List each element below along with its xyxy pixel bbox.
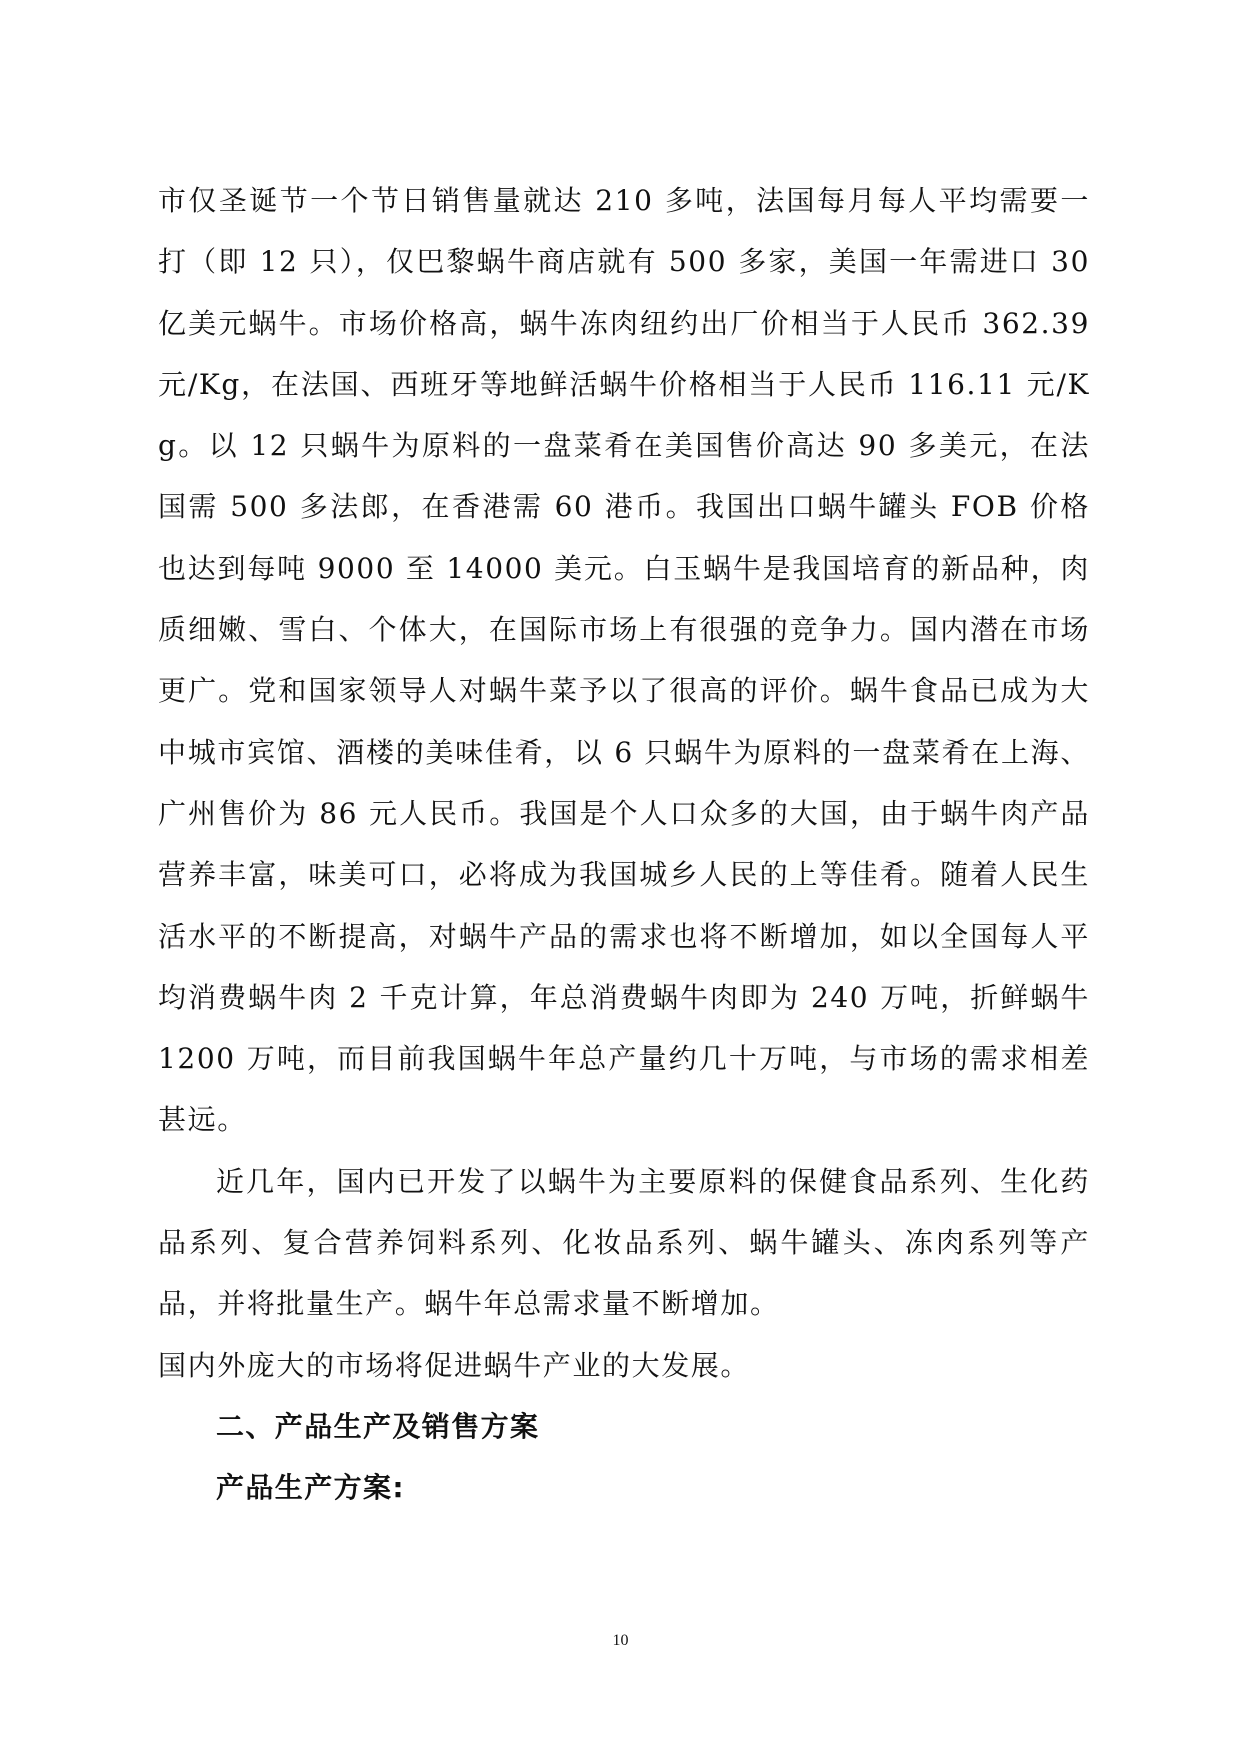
paragraph-market-conclusion: 国内外庞大的市场将促进蜗牛产业的大发展。 [158,1348,751,1382]
page-number: 10 [612,1632,629,1649]
paragraph-market-overview: 市仅圣诞节一个节日销售量就达 210 多吨，法国每月每人平均需要一打（即 12 只），仅巴黎蜗牛商店就有 500 多家，美国一年需进口 30 亿美元蜗牛。市场价格高，蜗牛冻肉纽约出厂价相当于人民币 362.39 元/Kg，在法国、西班牙等地鲜活蜗牛价格相当于人民币 116.11 元/Kg。以 12 只蜗牛为原料的一盘菜肴在美国售价高达 90 多美元，在法国需 500 多法郎，在香港需 60 港币。我国出口蜗牛罐头 FOB 价格也达到每吨 9000 至 14000 美元。白玉蜗牛是我国培育的新品种，肉质细嫩、雪白、个体大，在国际市场上有很强的竞争力。国内潜在市场更广。党和国家领导人对蜗牛菜予以了很高的评价。蜗牛食品已成为大中城市宾馆、酒楼的美味佳肴，以 6 只蜗牛为原料的一盘菜肴在上海、广州售价为 86 元人民币。我国是个人口众多的大国，由于蜗牛肉产品营养丰富，味美可口，必将成为我国城乡人民的上等佳肴。随着人民生活水平的不断提高，对蜗牛产品的需求也将不断增加，如以全国每人平均消费蜗牛肉 2 千克计算，年总消费蜗牛肉即为 240 万吨，折鲜蜗牛 1200 万吨，而目前我国蜗牛年总产量约几十万吨，与市场的需求相差甚远。 [158,184,1090,1137]
section-heading: 二、产品生产及销售方案 [216,1409,540,1443]
subsection-heading: 产品生产方案: [216,1471,405,1505]
paragraph-product-development: 近几年，国内已开发了以蜗牛为主要原料的保健食品系列、生化药品系列、复合营养饲料系列、化妆品系列、蜗牛罐头、冻肉系列等产品，并将批量生产。蜗牛年总需求量不断增加。 [158,1164,1090,1321]
document-body [158,170,1090,1519]
